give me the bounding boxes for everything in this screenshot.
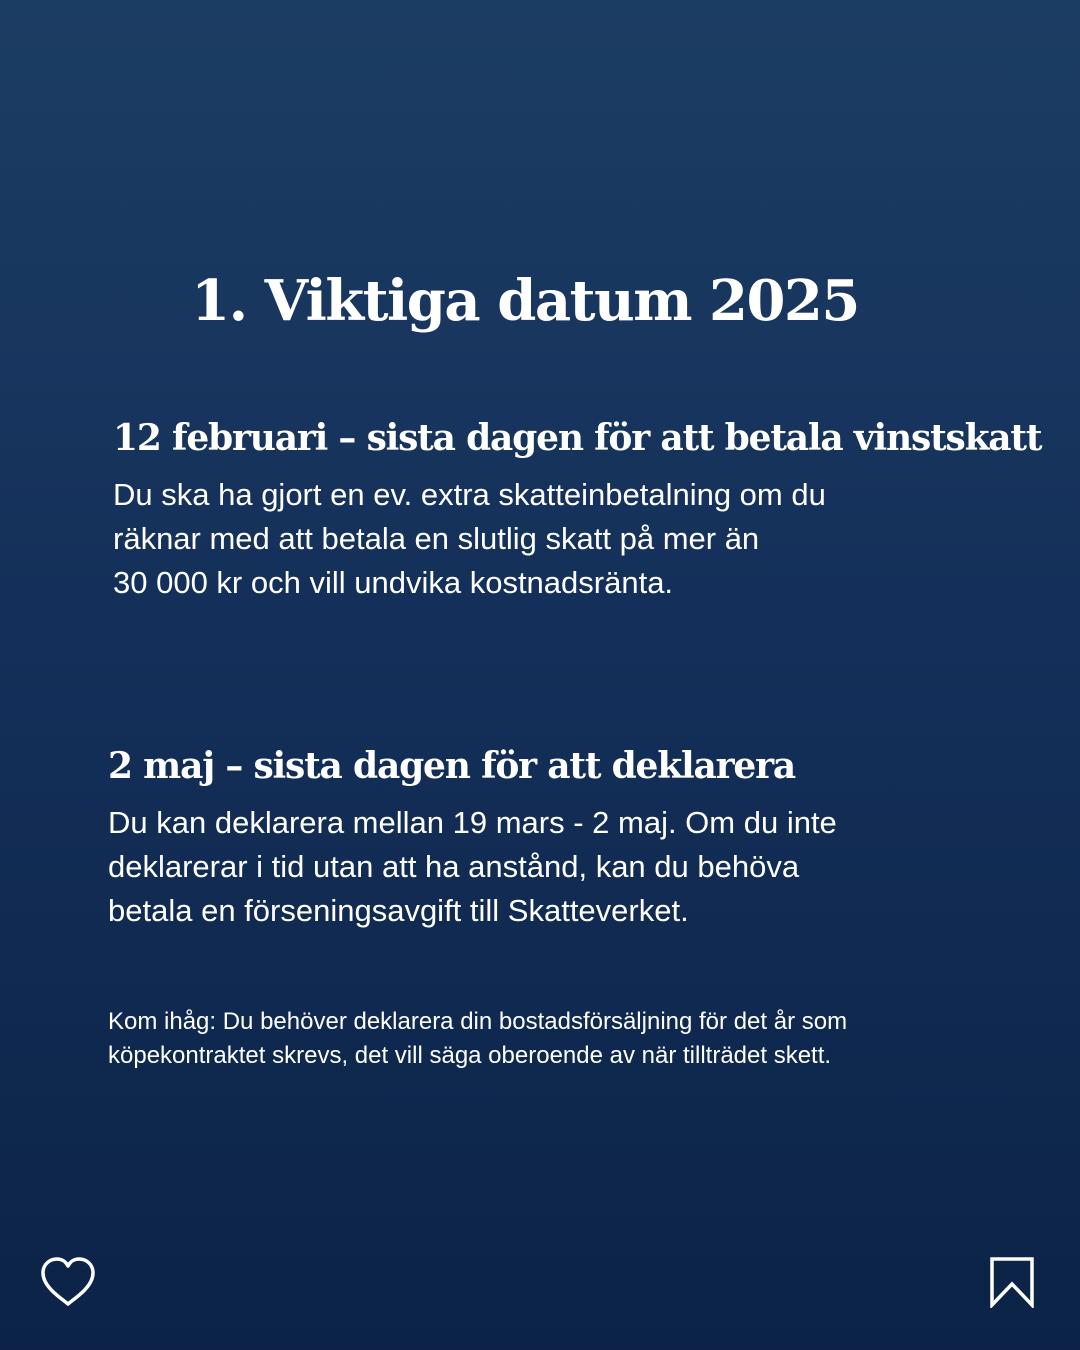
section-body — [108, 801, 988, 933]
body-line: Du ska ha gjort en ev. extra skatteinbetalning om du — [113, 477, 826, 512]
body-line: 30 000 kr och vill undvika kostnadsränta. — [113, 565, 674, 600]
section-heading: 12 februari – sista dagen för att betala vinstskatt — [113, 417, 1042, 459]
body-line: Du kan deklarera mellan 19 mars - 2 maj. Om du inte — [108, 805, 837, 840]
reminder-line: köpekontraktet skrevs, det vill säga oberoende av när tillträdet skett. — [108, 1042, 832, 1069]
save-button[interactable] — [982, 1252, 1042, 1312]
bookmark-outline-icon — [989, 1256, 1035, 1308]
date-section-may — [108, 744, 988, 933]
body-line: deklarerar i tid utan att ha anstånd, kan du behöva — [108, 849, 800, 884]
heart-outline-icon — [39, 1256, 97, 1308]
reminder-line: Kom ihåg: Du behöver deklarera din bostadsförsäljning för det år som — [108, 1008, 848, 1035]
section-heading: 2 maj – sista dagen för att deklarera — [108, 745, 795, 787]
date-section-february — [113, 416, 1042, 605]
section-body — [113, 473, 993, 605]
body-line: betala en förseningsavgift till Skatteverket. — [108, 893, 689, 928]
body-line: räknar med att betala en slutlig skatt på mer än — [113, 521, 760, 556]
page-title: 1. Viktiga datum 2025 — [191, 268, 859, 334]
reminder-note — [108, 1005, 1008, 1073]
like-button[interactable] — [38, 1252, 98, 1312]
